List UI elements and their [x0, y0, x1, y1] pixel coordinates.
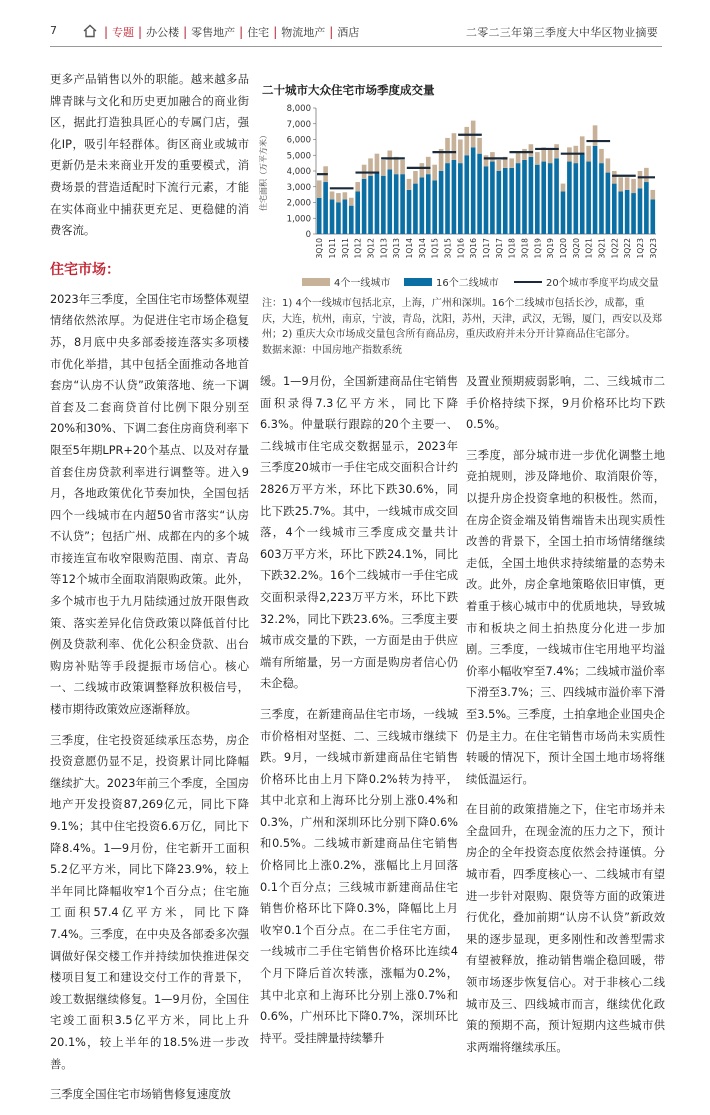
section-heading-residential: 住宅市场：: [50, 261, 120, 278]
bar-tier1-1Q13: [381, 160, 386, 176]
report-title: 二零二三年第三季度大中华区物业摘要: [465, 26, 658, 39]
legend-label: 4个一线城市: [334, 278, 391, 289]
x-tick-label: 1Q12: [353, 238, 363, 259]
x-tick-label: 1Q19: [533, 238, 543, 259]
legend-swatch-tier2: [404, 278, 432, 286]
y-tick-label: 4,000: [286, 167, 311, 177]
legend-label: 20个城市季度平均成交量: [546, 278, 659, 289]
bar-tier1-2Q11: [336, 193, 341, 202]
bar-tier1-1Q12: [355, 182, 360, 191]
paragraph: 在目前的政策措施之下，住宅市场并未全盘回升，在现金流的压力之下，预计房企的全年投资态度依然会持谨慎。分城市看，四季度核心一、二线城市有望进一步针对限购、限贷等方面的政策进行优化，叠加前期“认房不认贷”新政效果的逐步显现，更多刚性和改善型需求有望被释放，推动销售端企稳回暖，带领市场逐步恢复信心。对于非核心二线城市及三、四线城市而言，继续优化政策的预期不高，预计短期内这些城市供求两端将继续承压。: [466, 803, 665, 1054]
chart-source-text: 数据来源：中国房地产指数系统: [262, 344, 402, 356]
y-tick-label: 3,000: [286, 182, 311, 193]
bar-tier2-4Q16: [477, 154, 482, 234]
legend-line-average: [514, 281, 542, 283]
bar-tier2-3Q10: [317, 198, 322, 234]
bar-tier2-2Q21: [593, 146, 598, 234]
legend-item-tier2: [404, 274, 499, 289]
nav-separator: |: [183, 25, 188, 39]
bar-tier1-3Q23: [650, 190, 655, 199]
bar-tier2-1Q11: [330, 199, 335, 234]
nav-separator: |: [138, 25, 143, 39]
bar-tier2-3Q22: [625, 190, 630, 234]
bar-tier1-1Q15: [432, 165, 437, 181]
bar-tier2-1Q16: [458, 163, 463, 234]
x-tick-label: 3Q12: [366, 238, 376, 259]
nav-separator: |: [329, 25, 334, 39]
y-axis-label: 住宅面积（万平方米）: [259, 131, 268, 211]
x-tick-label: 3Q21: [597, 238, 607, 259]
bar-tier1-4Q14: [426, 157, 431, 174]
header-divider: [50, 46, 662, 47]
paragraph: 三季度，在新建商品住宅市场，一线城市价格相对坚挺、二、三线城市继续下跌。9月，一线城市新建商品住宅销售价格环比由上月下降0.2%转为持平，其中北京和上海环比分别上涨0.4%和0.3%，广州和深圳环比分别下降0.6%和0.5%。二线城市新建商品住宅销售价格同比上涨0.2%，涨幅比上月回落0.1个百分点；三线城市新建商品住宅销售价格环比下降0.3%，降幅比上月收窄0.1个百分点。在二手住宅方面，一线城市二手住宅销售价格环比连续4个月下降后首次转涨，涨幅为0.2%，其中北京和上海环比分别上涨0.7%和0.6%，广州环比下降0.7%，深圳环比持平。受挂牌量持续攀升: [260, 707, 458, 1045]
nav-separator: |: [104, 25, 109, 39]
legend-swatch-tier1: [302, 278, 330, 286]
paragraph: 2023年三季度，全国住宅市场整体观望情绪依然浓厚。为促进住宅市场企稳复苏，8月底中央多部委接连落实多项楼市优化举措，其中包括全面推动各地首套房“认房不认贷”政策落地、统一下调首套及二套商贷首付比例下限分别至20%和30%、下调二套住房商贷利率下限至5年期LPR+20个基点、以及对存量首套住房贷款利率进行调整等。进入9月，各地政策优化节奏加快，全国包括四个一线城市在内超50省市落实“认房不认贷”；包括广州、成都在内的多个城市接连宣布收窄限购范围、南京、青岛等12个城市全面取消限购政策。此外，多个城市也于九月陆续通过放开限售政策、落实差异化信贷政策以降低首付比例及贷款利率、优化公积金贷款、出台购房补贴等手段提振市场信心。核心一、二线城市政策调整释放积极信号，楼市期待政策效应逐渐释放。: [50, 292, 249, 717]
bar-tier2-4Q10: [323, 182, 328, 234]
paragraph: 更多产品销售以外的职能。越来越多品牌青睐与文化和历史更加融合的商业街区，据此打造独具匠心的专属门店，强化IP，吸引年轻群体。街区商业或城市更新仍是未来商业开发的重要模式，消费场景的营造适配时下流行元素，才能在实体商业中捕获更充足、更稳健的消费客流。: [50, 73, 249, 238]
x-tick-label: 1Q16: [456, 238, 466, 259]
bar-tier2-2Q18: [516, 163, 521, 234]
bar-tier2-2Q19: [541, 162, 546, 234]
paragraph: 及置业预期疲弱影响，二、三线城市二手价格持续下探，9月价格环比均下跌0.5%。: [466, 375, 665, 432]
paragraph: 三季度全国住宅市场销售修复速度放: [50, 1088, 231, 1102]
y-tick-label: 2,000: [286, 198, 311, 209]
x-tick-label: 1Q14: [405, 238, 415, 259]
bar-tier1-3Q17: [497, 160, 502, 171]
bar-tier1-4Q12: [375, 154, 380, 173]
nav-separator: |: [239, 25, 244, 39]
chart-legend: [262, 274, 662, 289]
bar-tier1-2Q18: [516, 152, 521, 163]
bar-tier1-1Q14: [407, 179, 412, 190]
nav-item-4[interactable]: 物流地产: [281, 26, 326, 39]
bar-tier1-4Q19: [554, 144, 559, 158]
chart-note-text: 注：1) 4个一线城市包括北京，上海，广州和深圳。16个二线城市包括长沙，成都，重庆，大连，杭州，南京，宁波，青岛，沈阳，苏州，天津，武汉，无锡，厦门，西安以及郑州；2) 重庆大众市场成交量包含所有商品房，重庆政府并未分开计算商品住宅部分。: [262, 298, 662, 340]
bar-tier1-1Q11: [330, 191, 335, 199]
bar-tier2-2Q16: [464, 155, 469, 234]
bar-tier1-4Q16: [477, 138, 482, 154]
bar-tier2-2Q12: [362, 179, 367, 234]
bar-tier2-1Q15: [432, 180, 437, 234]
bar-tier2-2Q20: [567, 162, 572, 234]
residential-transaction-chart: [258, 100, 662, 272]
x-tick-label: 1Q21: [584, 238, 594, 259]
bar-tier2-4Q21: [606, 173, 611, 234]
bar-tier1-2Q14: [413, 171, 418, 184]
text-column-left: [50, 69, 249, 1115]
bar-tier1-2Q17: [490, 152, 495, 161]
y-tick-label: 0: [305, 230, 311, 240]
bar-tier2-2Q22: [618, 191, 623, 234]
bar-tier2-2Q17: [490, 162, 495, 234]
page-number: 7: [50, 24, 57, 37]
y-tick-label: 8,000: [286, 104, 311, 114]
bar-tier2-3Q11: [343, 199, 348, 234]
x-tick-label: 1Q18: [507, 238, 517, 259]
bar-tier2-4Q12: [375, 173, 380, 234]
nav-item-0[interactable]: 专题: [112, 26, 135, 39]
bar-tier1-3Q21: [599, 149, 604, 163]
x-tick-label: 1Q23: [635, 238, 645, 259]
bar-tier1-3Q22: [625, 177, 630, 190]
y-tick-label: 6,000: [286, 135, 311, 146]
x-tick-label: 1Q17: [482, 238, 491, 259]
paragraph: 三季度，住宅投资延续承压态势，房企投资意愿仍显不足，投资累计同比降幅继续扩大。2023年前三个季度，全国房地产开发投资87,269亿元，同比下降9.1%；其中住宅投资6.6万亿，同比下降8.4%。1—9月份，住宅新开工面积5.2亿平方米，同比下降23.9%，较上半年同比降幅收窄1个百分点；住宅施工面积57.4亿平方米，同比下降7.4%。三季度，在中央及各部委多次强调做好保交楼工作并持续加快推进保交楼项目复工和建设交付工作的背景下，竣工数据继续修复。1—9月份，全国住宅竣工面积3.5亿平方米，同比上升20.1%，较上半年的18.5%进一步改善。: [50, 733, 249, 1071]
bar-tier2-4Q15: [452, 160, 457, 234]
x-tick-label: 3Q20: [571, 238, 581, 259]
x-tick-label: 3Q15: [443, 238, 453, 259]
x-tick-label: 3Q17: [494, 238, 504, 259]
y-tick-label: 5,000: [286, 151, 311, 162]
bar-tier2-1Q18: [509, 168, 514, 234]
x-tick-label: 3Q23: [648, 238, 658, 259]
bar-tier2-3Q23: [650, 199, 655, 234]
bar-tier2-1Q22: [612, 184, 617, 234]
bar-tier1-4Q11: [349, 198, 354, 206]
nav-item-5[interactable]: 酒店: [337, 26, 360, 39]
bar-tier1-4Q18: [529, 144, 534, 157]
bar-tier2-3Q14: [420, 177, 425, 234]
x-tick-label: 3Q13: [392, 238, 402, 259]
bar-tier1-2Q23: [644, 168, 649, 182]
bar-tier1-1Q20: [561, 184, 566, 192]
bar-tier2-1Q19: [535, 165, 540, 234]
bar-tier2-2Q13: [387, 169, 392, 234]
bar-tier1-3Q14: [420, 163, 425, 177]
bar-tier1-1Q16: [458, 140, 463, 164]
bar-tier2-3Q19: [548, 163, 553, 234]
bar-tier1-1Q23: [638, 171, 643, 188]
y-tick-label: 7,000: [286, 119, 311, 130]
bar-tier2-4Q22: [631, 193, 636, 234]
section-nav: [100, 24, 359, 40]
paragraph: 三季度，部分城市进一步优化调整土地竞拍规则，涉及降地价、取消限价等，以提升房企投资拿地的积极性。然而，在房企资金端及销售端皆未出现实质性改善的背景下，全国土拍市场情绪继续走低，全国土地供求持续缩量的态势未改。此外，房企拿地策略依旧审慎，更着重于核心城市中的优质地块，导致城市和板块之间土拍热度分化进一步加剧。三季度，一线城市住宅用地平均溢价率小幅收窄至7.4%；二线城市溢价率下滑至3.7%；三、四线城市溢价率下滑至3.5%。三季度，土拍拿地企业国央企仍是主力。在住宅销售市场尚未实质性转暖的情况下，预计全国土地市场将继续低温运行。: [466, 448, 665, 786]
nav-item-2[interactable]: 零售地产: [191, 26, 236, 39]
bar-tier1-4Q22: [631, 179, 636, 193]
bar-tier2-1Q12: [355, 191, 360, 234]
bar-tier1-4Q15: [452, 133, 457, 160]
bar-tier1-4Q20: [580, 136, 585, 153]
bar-tier2-4Q18: [529, 157, 534, 234]
bar-tier1-2Q22: [618, 177, 623, 191]
bar-tier1-1Q19: [535, 152, 540, 165]
bar-tier2-1Q13: [381, 176, 386, 234]
x-tick-label: 1Q11: [328, 238, 338, 259]
x-tick-label: 3Q14: [417, 238, 427, 259]
bar-tier1-2Q16: [464, 127, 469, 155]
bar-tier2-4Q13: [400, 174, 405, 234]
bar-tier1-3Q19: [548, 149, 553, 163]
bar-tier1-4Q21: [606, 158, 611, 172]
x-tick-label: 3Q16: [469, 238, 479, 259]
nav-item-3[interactable]: 住宅: [247, 26, 270, 39]
x-tick-label: 3Q19: [546, 238, 556, 259]
bar-tier2-1Q17: [484, 166, 489, 234]
nav-separator: |: [273, 25, 278, 39]
bar-tier1-3Q11: [343, 192, 348, 199]
bar-tier2-3Q16: [471, 147, 476, 234]
x-tick-label: 1Q15: [430, 238, 440, 259]
bar-tier1-3Q10: [317, 180, 322, 197]
bar-tier2-1Q14: [407, 190, 412, 234]
bar-tier2-3Q21: [599, 163, 604, 234]
x-tick-label: 3Q11: [340, 238, 350, 259]
x-tick-label: 3Q22: [623, 238, 633, 259]
nav-item-1[interactable]: 办公楼: [146, 26, 180, 39]
x-tick-label: 3Q18: [520, 238, 530, 259]
bar-tier2-4Q17: [503, 168, 508, 234]
bar-tier2-2Q14: [413, 184, 418, 234]
legend-label: 16个二线城市: [436, 278, 499, 289]
bar-tier2-2Q11: [336, 203, 341, 235]
paragraph: 缓。1—9月份，全国新建商品住宅销售面积录得7.3亿平方米，同比下降6.3%。仲量联行跟踪的20个主要一、二线城市住宅成交数据显示，2023年三季度20城市一手住宅成交面积合计约2826万平方米，环比下跌30.6%，同比下跌25.7%。其中，一线城市成交回落，4个一线城市三季度成交量共计603万平方米，环比下跌24.1%，同比下跌32.2%。16个二线城市一手住宅成交面积录得2,223万平方米，环比下跌32.2%，同比下跌23.6%。三季度主要城市成交量的下跌，一方面是由于供应端有所缩量，另一方面是购房者信心仍未企稳。: [260, 375, 458, 691]
bar-tier2-4Q11: [349, 206, 354, 234]
x-tick-label: 3Q10: [315, 238, 325, 259]
bar-tier1-3Q18: [522, 149, 527, 160]
x-tick-label: 1Q22: [610, 238, 620, 259]
page-header: [0, 22, 710, 42]
bar-tier2-1Q20: [561, 191, 566, 234]
bar-tier2-3Q15: [445, 163, 450, 234]
bar-tier2-4Q14: [426, 174, 431, 234]
x-tick-label: 1Q20: [558, 238, 568, 259]
chart-footnote: [262, 296, 662, 358]
bar-tier2-1Q23: [638, 188, 643, 234]
bar-tier1-1Q17: [484, 155, 489, 166]
bar-tier2-4Q19: [554, 158, 559, 234]
bar-tier1-2Q21: [593, 125, 598, 145]
legend-item-average: [514, 274, 659, 289]
bar-tier2-3Q17: [497, 171, 502, 234]
bar-tier2-3Q18: [522, 160, 527, 234]
bar-tier1-1Q22: [612, 171, 617, 184]
chart-title: 二十城市大众住宅市场季度成交量: [262, 83, 435, 97]
legend-item-tier1: [302, 274, 390, 289]
home-icon[interactable]: [82, 23, 98, 39]
bar-tier2-2Q23: [644, 182, 649, 234]
bar-tier1-4Q13: [400, 160, 405, 174]
bar-tier2-1Q21: [586, 162, 591, 234]
bar-tier1-3Q15: [445, 138, 450, 163]
text-column-right: [466, 371, 665, 1067]
x-tick-label: 1Q13: [379, 238, 389, 259]
y-tick-label: 1,000: [286, 214, 311, 225]
bar-tier2-4Q20: [580, 154, 585, 234]
bar-tier1-1Q18: [509, 158, 514, 167]
bar-tier1-2Q13: [387, 151, 392, 170]
bar-tier1-1Q21: [586, 146, 591, 162]
bar-tier2-3Q12: [368, 176, 373, 234]
text-column-middle: [260, 371, 458, 1058]
bar-tier2-2Q15: [439, 171, 444, 234]
bar-tier2-3Q20: [574, 163, 579, 234]
bar-tier2-3Q13: [394, 174, 399, 234]
